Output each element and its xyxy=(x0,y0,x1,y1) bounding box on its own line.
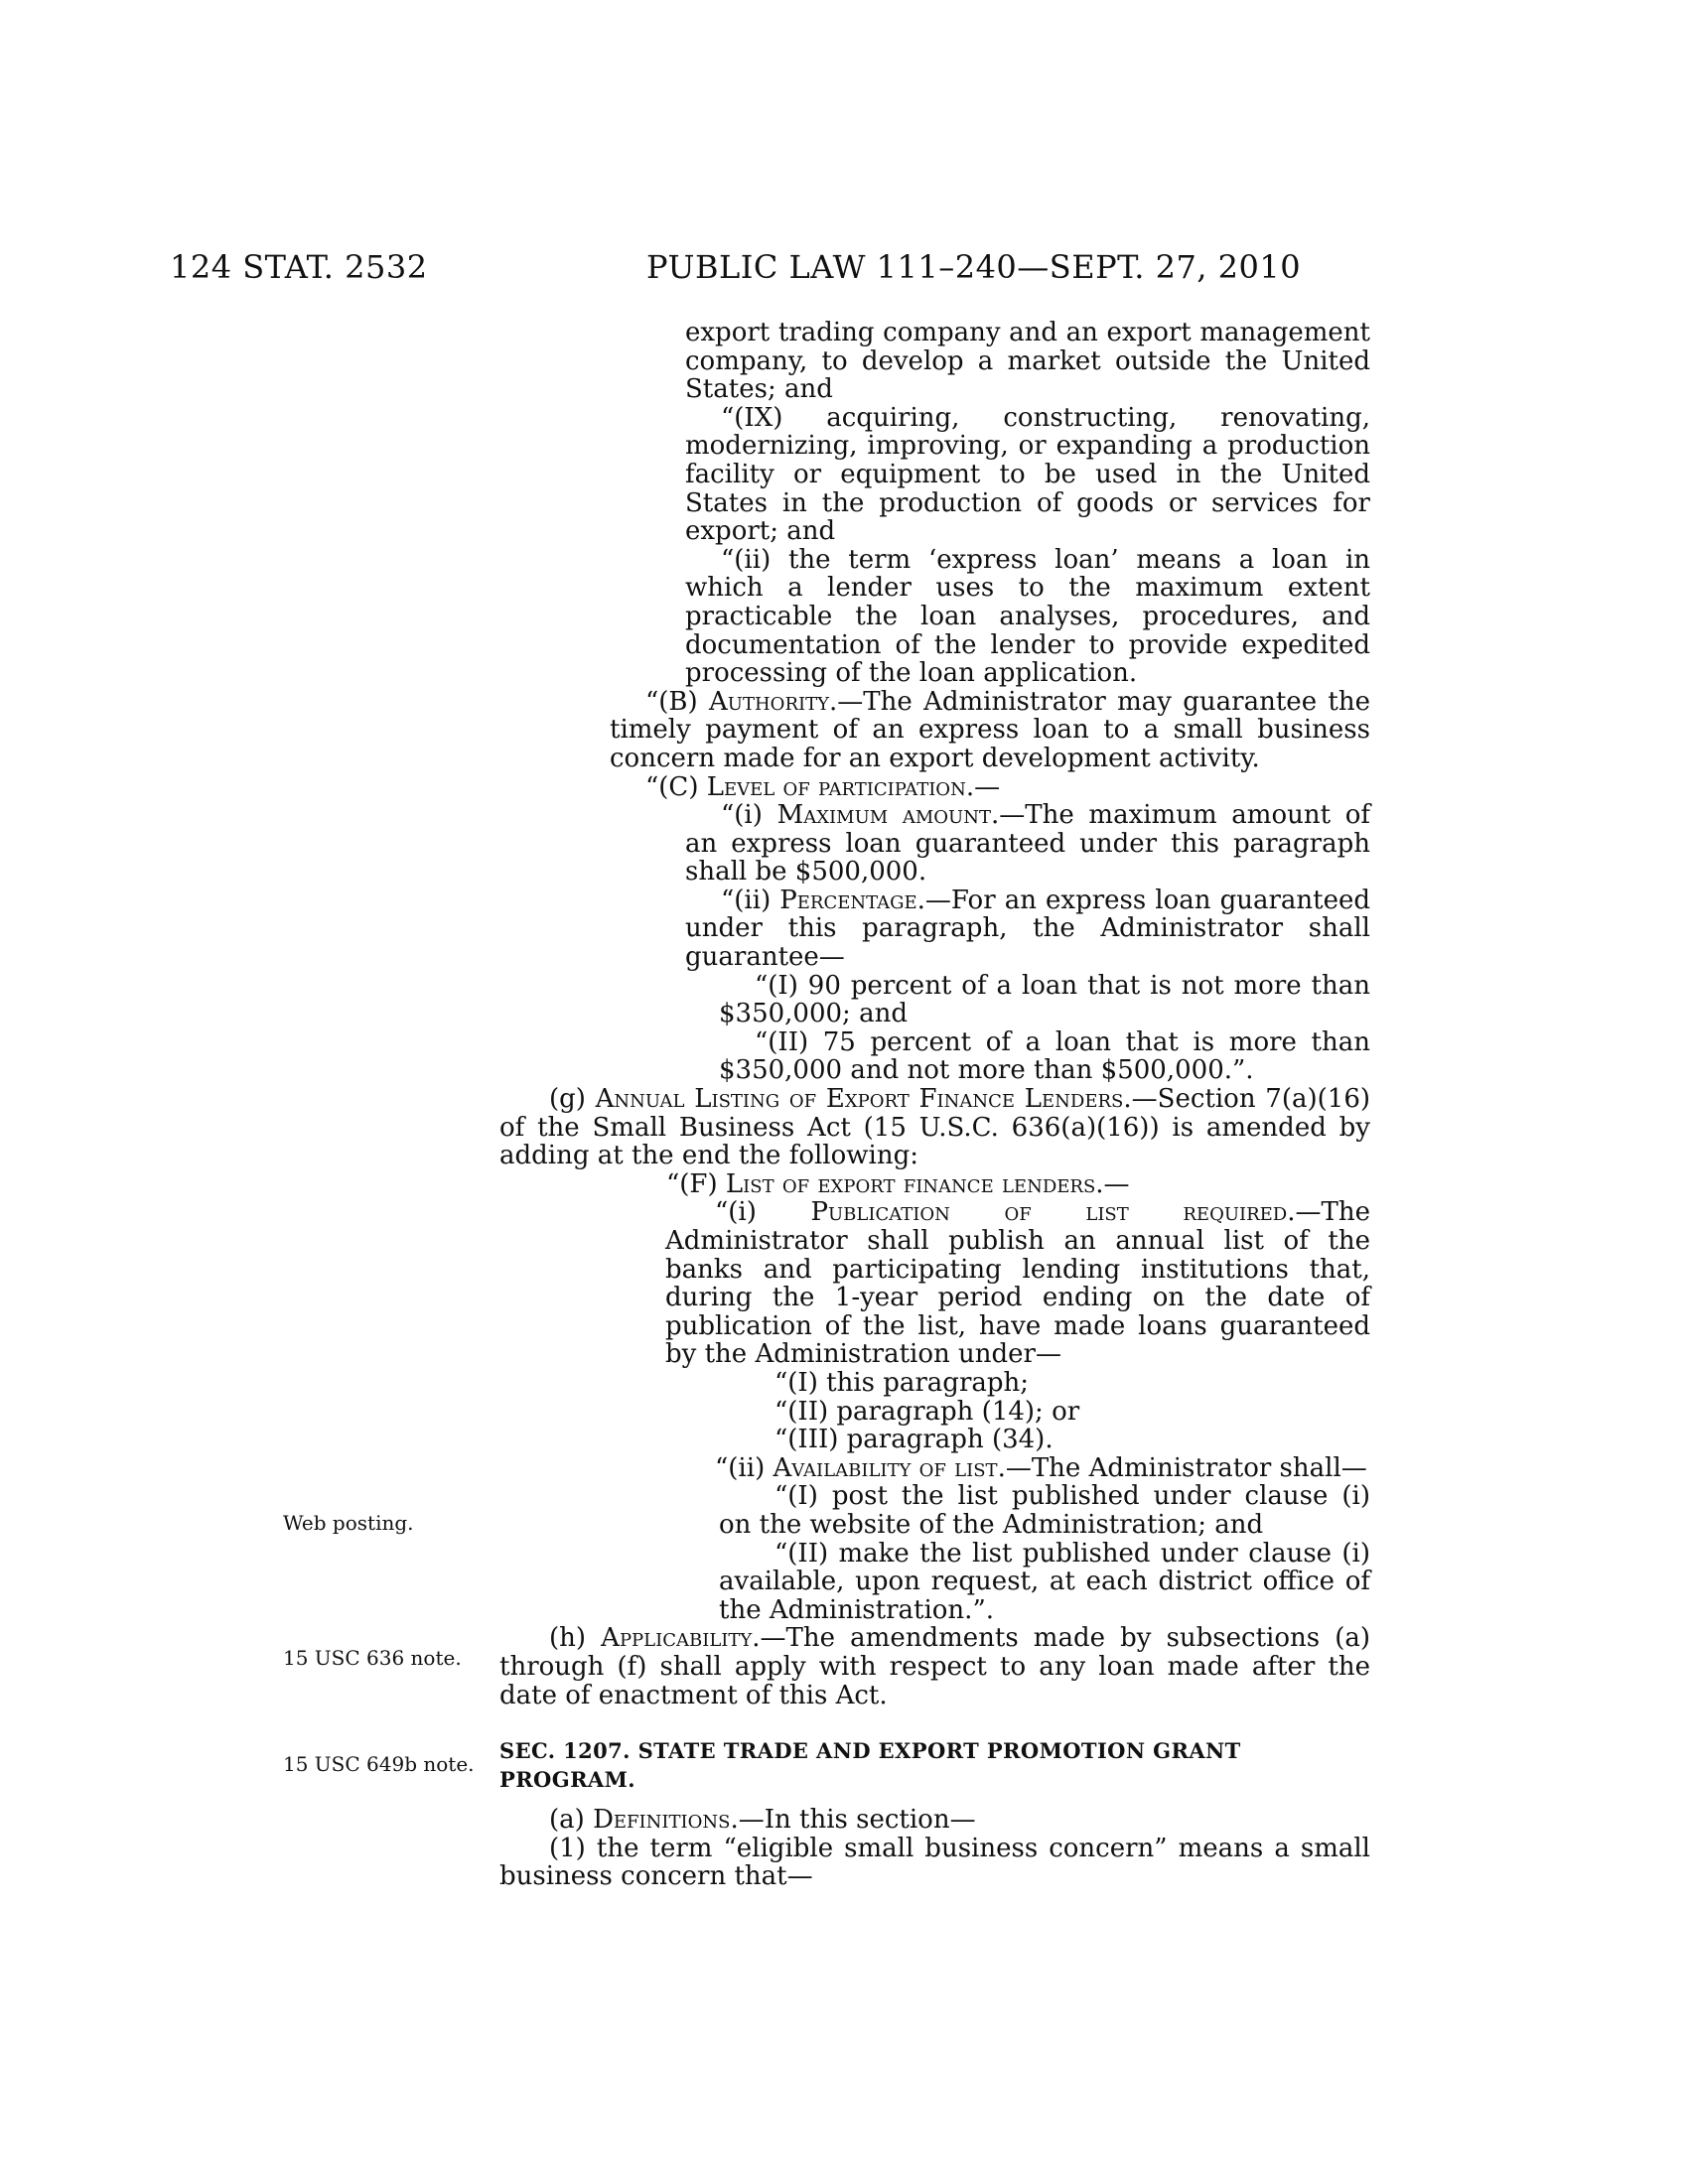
statute-body xyxy=(0,319,1688,1891)
margin-note-15-usc-649b: 15 USC 649b note. xyxy=(283,1752,475,1776)
paragraph-text: .—The Administrator may guarantee the timely payment of an express loan to a small business concern made for an export development activity. xyxy=(610,686,1370,773)
paragraph-b-authority xyxy=(610,688,1370,773)
paragraph-lead: “(ii) xyxy=(715,1452,774,1483)
paragraph-text: .—Section 7(a)(16) of the Small Business Act (15 U.S.C. 636(a)(16)) is amended by adding at the end the following: xyxy=(499,1084,1370,1171)
paragraph-f-ii-subclause-I: “(I) post the list published under clause (i) on the website of the Administration; and xyxy=(719,1481,1370,1540)
paragraph-lead: (a) xyxy=(549,1805,594,1836)
paragraph-text: .— xyxy=(1095,1168,1130,1199)
section-heading-authority: Authority xyxy=(709,686,829,717)
paragraph-f-i-item-I: “(I) this paragraph; xyxy=(774,1367,1030,1398)
paragraph-lead: “(i) xyxy=(715,1197,811,1228)
paragraph-text: .— xyxy=(965,771,1001,802)
section-heading-applicability: Applicability xyxy=(601,1623,753,1654)
paragraph-c-level-of-participation xyxy=(610,773,1370,802)
paragraph-lead: (h) xyxy=(549,1623,602,1654)
margin-note-15-usc-636: 15 USC 636 note. xyxy=(283,1646,462,1670)
section-heading-availability: Availability of list xyxy=(773,1452,998,1483)
paragraph-c-ii-subclause-I: “(I) 90 percent of a loan that is not more than $350,000; and xyxy=(719,970,1370,1029)
paragraph-f-i-item-II: “(II) paragraph (14); or xyxy=(774,1396,1080,1427)
paragraph-lead: (g) xyxy=(549,1084,596,1115)
section-heading-list-of-lenders: List of export finance lenders xyxy=(725,1168,1096,1199)
paragraph-clause-ix: “(IX) acquiring, constructing, renovating, modernizing, improving, or expanding a production facility or equipment to be used in the United States in the production of goods or services for export; and xyxy=(685,402,1370,547)
paragraph-lead: “(C) xyxy=(645,771,707,802)
paragraph-express-loan-definition: “(ii) the term ‘express loan’ means a loan in which a lender uses to the maximum extent practicable the loan analyses, procedures, and documentation of the lender to provide expedited processing of the loan application. xyxy=(685,544,1370,689)
paragraph-f-i-item-III: “(III) paragraph (34). xyxy=(774,1425,1054,1455)
paragraph-text: .—The Administrator shall publish an annual list of the banks and participating lending institutions that, during the 1-year period ending on the date of publication of the list, have made loans guaranteed by the Administration under— xyxy=(665,1197,1370,1370)
statute-page-number: 124 STAT. 2532 xyxy=(170,248,428,286)
section-heading-publication: Publication of list required xyxy=(810,1197,1288,1228)
paragraph-a-definitions xyxy=(499,1806,1370,1835)
paragraph-g-annual-listing xyxy=(499,1085,1370,1170)
paragraph-f-ii-subclause-II: “(II) make the list published under clause (i) available, upon request, at each district office of the Administration.”. xyxy=(719,1538,1370,1625)
paragraph-lead: “(i) xyxy=(721,800,777,831)
paragraph-text: .—For an express loan guaranteed under this paragraph, the Administrator shall guarantee— xyxy=(685,885,1370,973)
paragraph-lead: “(B) xyxy=(645,686,710,717)
section-heading-percentage: Percentage xyxy=(779,885,917,915)
margin-note-web-posting: Web posting. xyxy=(283,1511,414,1535)
paragraph-text: .—The Administrator shall— xyxy=(997,1452,1367,1483)
paragraph-c-ii-percentage xyxy=(685,887,1370,972)
paragraph-f-list-of-lenders xyxy=(499,1170,1370,1199)
section-heading-level-of-participation: Level of participation xyxy=(706,771,966,802)
paragraph-lead: “(ii) xyxy=(721,885,780,915)
paragraph-export-management-continued: export trading company and an export management company, to develop a market outside the United States; and xyxy=(685,318,1370,405)
paragraph-h-applicability xyxy=(499,1624,1370,1709)
running-header-title: PUBLIC LAW 111–240—SEPT. 27, 2010 xyxy=(646,248,1302,286)
paragraph-f-ii-availability xyxy=(665,1454,1370,1483)
paragraph-text: .—The maximum amount of an express loan guaranteed under this paragraph shall be $500,000. xyxy=(685,800,1370,887)
paragraph-text: .—The amendments made by subsections (a) through (f) shall apply with respect to any loan made after the date of enactment of this Act. xyxy=(499,1623,1371,1710)
section-heading-annual-listing: Annual Listing of Export Finance Lenders xyxy=(595,1084,1124,1115)
paragraph-lead: “(F) xyxy=(666,1168,726,1199)
paragraph-f-i-publication xyxy=(665,1198,1370,1369)
paragraph-c-ii-subclause-II: “(II) 75 percent of a loan that is more than $350,000 and not more than $500,000.”. xyxy=(719,1026,1370,1086)
paragraph-a-1-eligible-concern: (1) the term “eligible small business concern” means a small business concern that— xyxy=(499,1833,1370,1892)
section-1207-heading: SEC. 1207. STATE TRADE AND EXPORT PROMOTION GRANT PROGRAM. xyxy=(499,1738,1241,1792)
paragraph-c-i-maximum-amount xyxy=(685,801,1370,887)
section-heading-definitions: Definitions xyxy=(593,1805,731,1836)
paragraph-text: .—In this section— xyxy=(730,1805,976,1836)
section-heading-maximum-amount: Maximum amount xyxy=(776,800,991,831)
